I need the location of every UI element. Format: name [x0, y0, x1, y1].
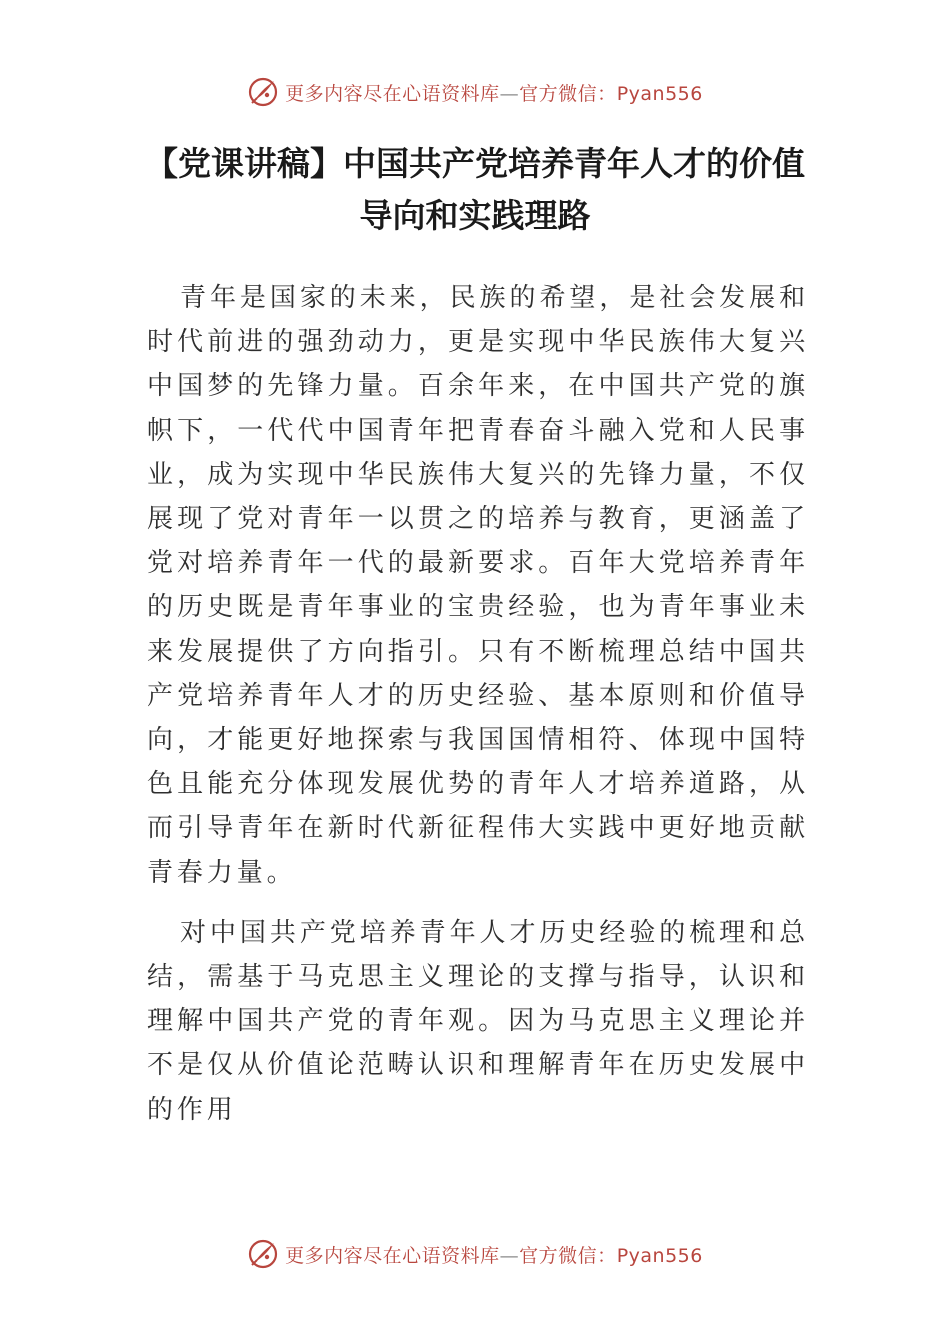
footer-banner: [0, 1234, 950, 1274]
wechat-id: Pyan556: [616, 82, 703, 105]
banner-text: 更多内容尽在心语资料库—官方微信：Pyan556: [285, 1244, 703, 1267]
header-banner: [0, 72, 950, 112]
feather-pen-logo-icon: [247, 76, 279, 108]
document-title: 【党课讲稿】中国共产党培养青年人才的价值导向和实践理路: [145, 144, 805, 235]
document-body: [147, 276, 809, 1148]
wechat-id: Pyan556: [616, 1244, 703, 1267]
feather-pen-logo-icon: [247, 1238, 279, 1270]
paragraph-1: 青年是国家的未来，民族的希望，是社会发展和时代前进的强劲动力，更是实现中华民族伟大复兴中国梦的先锋力量。百余年来，在中国共产党的旗帜下，一代代中国青年把青春奋斗融入党和人民事业，成为实现中华民族伟大复兴的先锋力量，不仅展现了党对青年一以贯之的培养与教育，更涵盖了党对培养青年一代的最新要求。百年大党培养青年的历史既是青年事业的宝贵经验，也为青年事业未来发展提供了方向指引。只有不断梳理总结中国共产党培养青年人才的历史经验、基本原则和价值导向，才能更好地探索与我国国情相符、体现中国特色且能充分体现发展优势的青年人才培养道路，从而引导青年在新时代新征程伟大实践中更好地贡献青春力量。: [147, 283, 809, 888]
banner-text: 更多内容尽在心语资料库—官方微信：Pyan556: [285, 82, 703, 105]
paragraph-2: 对中国共产党培养青年人才历史经验的梳理和总结，需基于马克思主义理论的支撑与指导，认识和理解中国共产党的青年观。因为马克思主义理论并不是仅从价值论范畴认识和理解青年在历史发展中的作用: [147, 917, 809, 1125]
